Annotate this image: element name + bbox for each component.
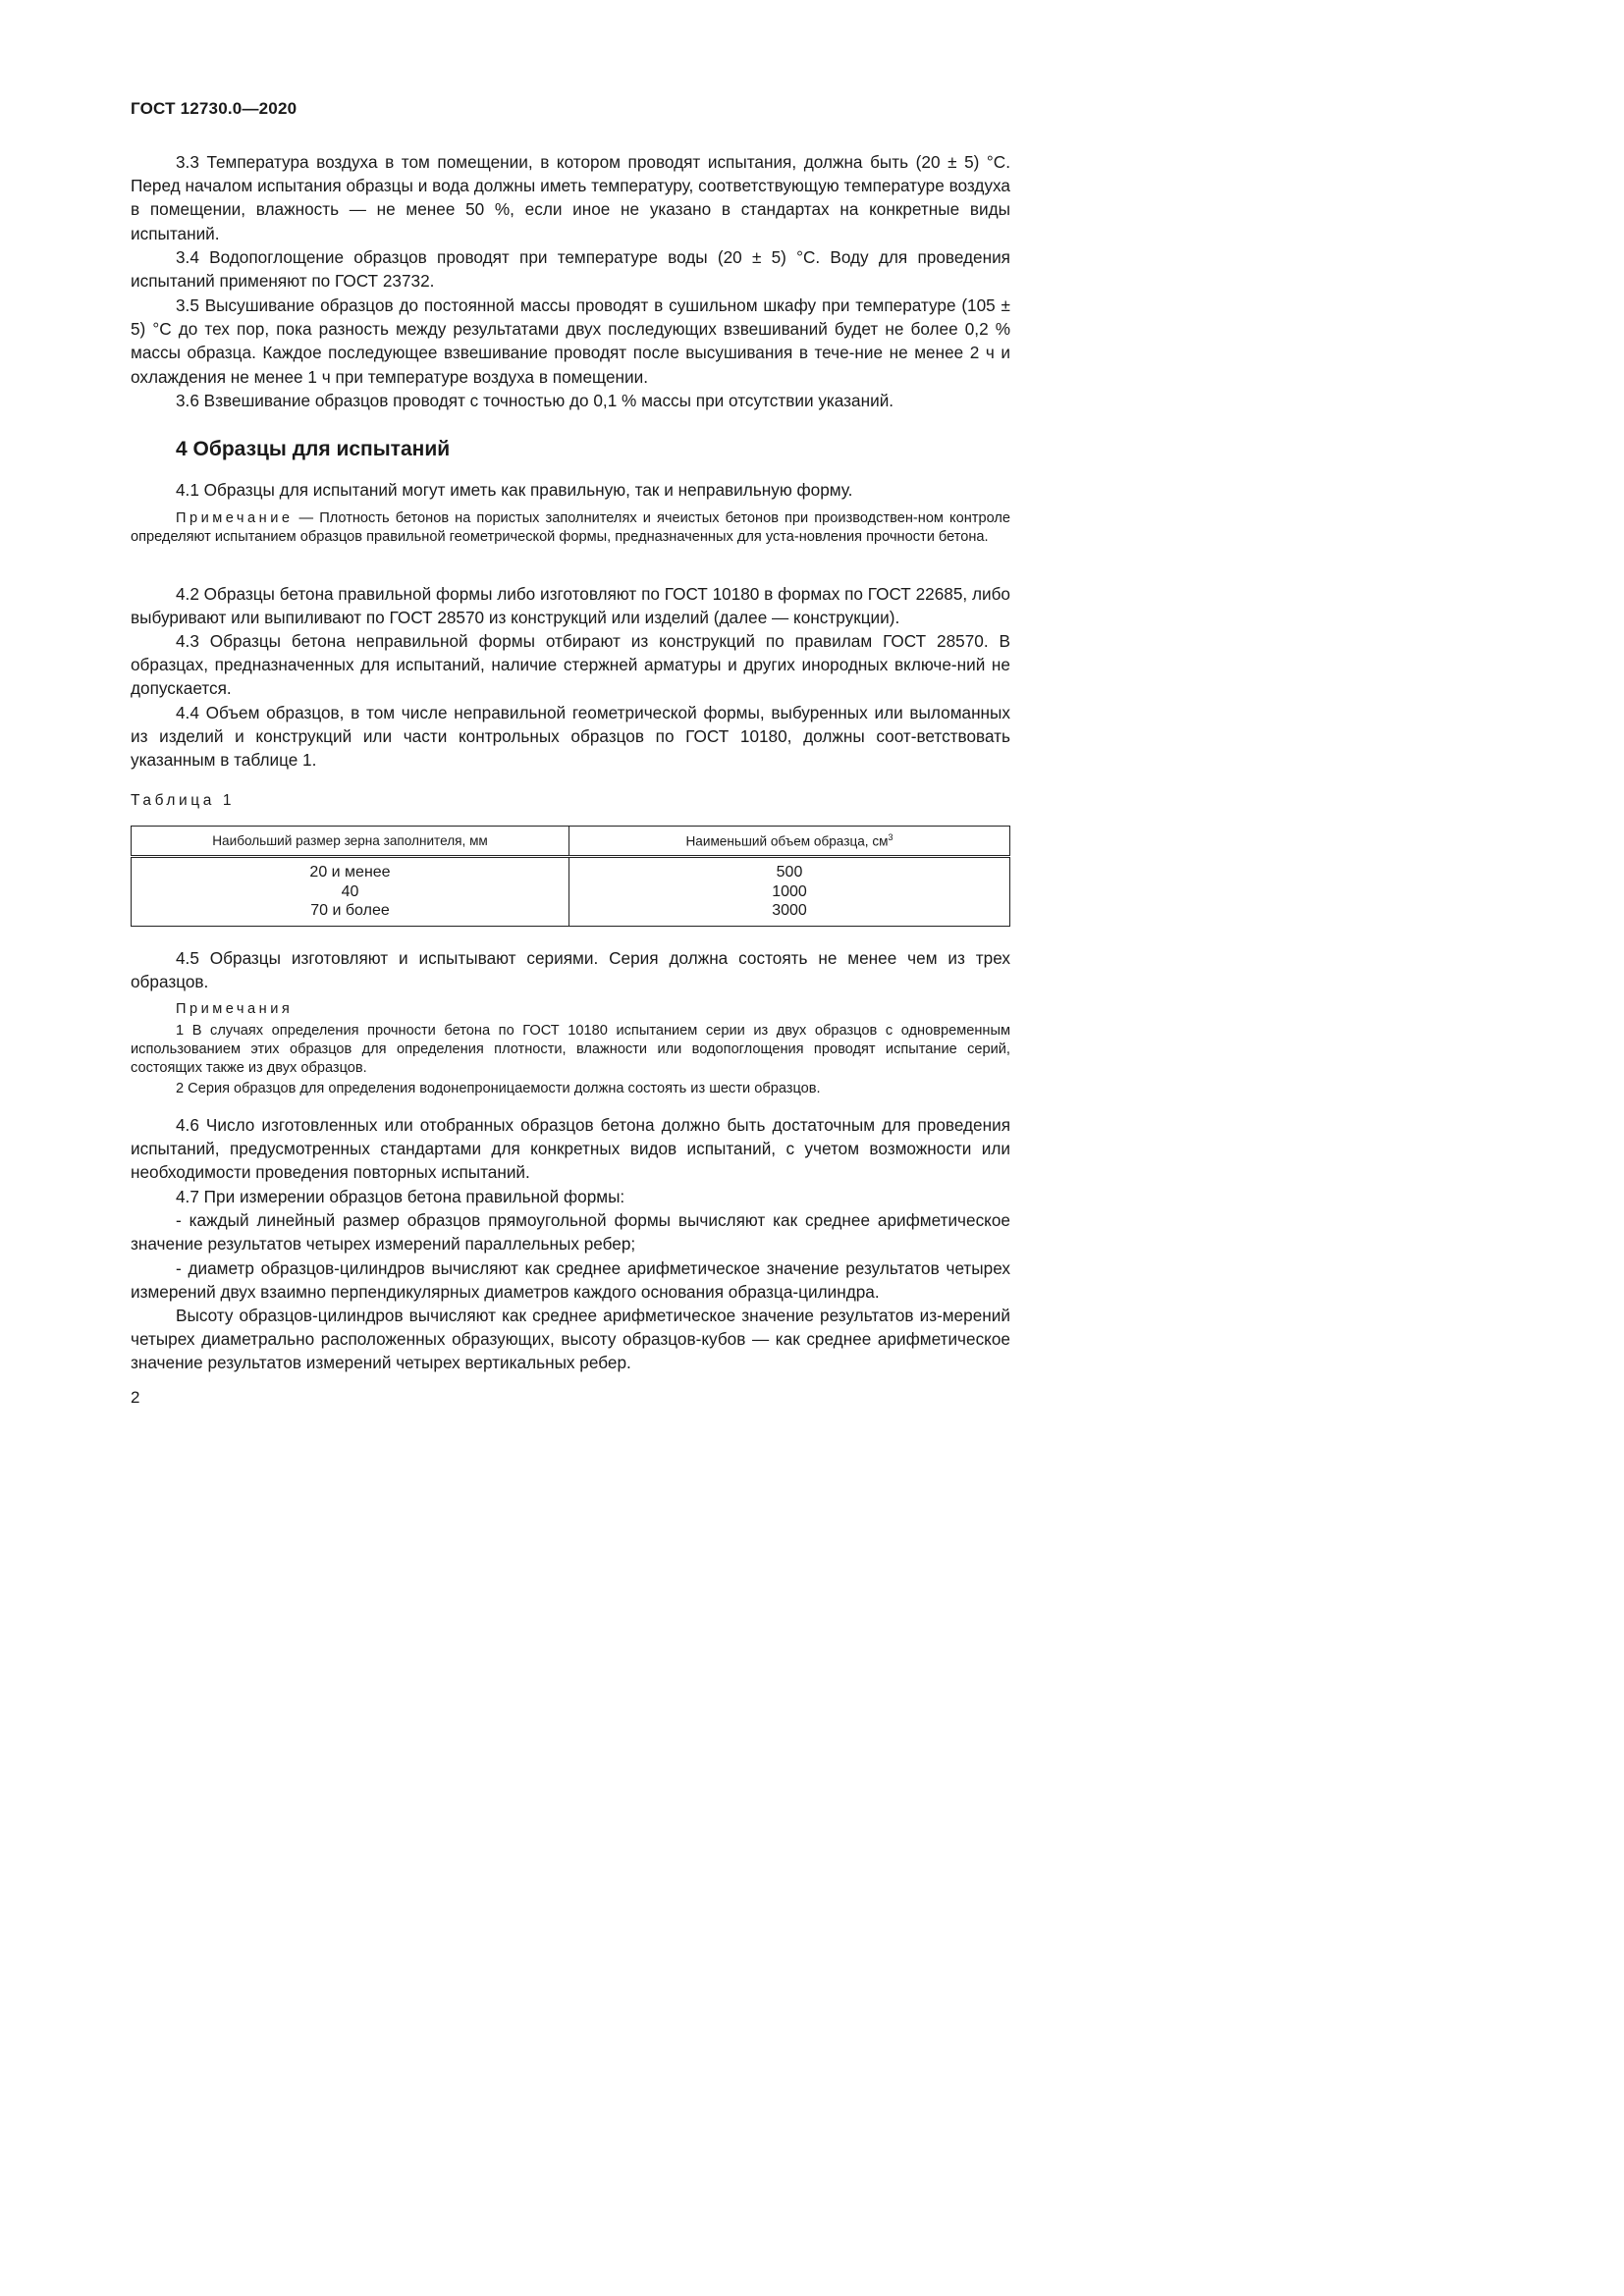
table-value: 500: [776, 864, 803, 881]
notes-label: Примечания: [176, 1001, 294, 1017]
section-heading-4: 4 Образцы для испытаний: [176, 438, 451, 460]
table-row: [132, 857, 1010, 927]
list-item-linear-size: - каждый линейный размер образцов прямоугольной формы вычисляют как среднее арифметическое значение результатов четырех измерений параллельных ребер;: [131, 1210, 1010, 1255]
table-value: 40: [341, 882, 359, 900]
paragraph-4-4: 4.4 Объем образцов, в том числе неправильной геометрической формы, выбуренных или выломанных из изделий и конструкций или части контрольных образцов по ГОСТ 10180, должны соот-ветствовать указанным в таблице 1.: [131, 703, 1010, 771]
list-item-diameter: - диаметр образцов-цилиндров вычисляют как среднее арифметическое значение результатов четырех измерений двух взаимно перпендикулярных диаметров каждого основания образца-цилиндра.: [131, 1258, 1010, 1303]
paragraph-3-5: 3.5 Высушивание образцов до постоянной массы проводят в сушильном шкафу при температуре (105 ± 5) °С до тех пор, пока разность между результатами двух последующих взвешиваний будет не более 0,2 % массы образца. Каждое последующее взвешивание проводят после высушивания в тече-ние не менее 2 ч и охлаждения не менее 1 ч при температуре воздуха в помещении.: [131, 295, 1010, 387]
paragraph-4-7: 4.7 При измерении образцов бетона правильной формы:: [176, 1187, 625, 1206]
note-block-1: [131, 509, 1010, 547]
paragraph-4-5: 4.5 Образцы изготовляют и испытывают сериями. Серия должна состоять не менее чем из трех образцов.: [131, 948, 1010, 992]
note-text: — Плотность бетонов на пористых заполнителях и ячеистых бетонов при производствен-ном контроле определяют испытанием образцов правильной геометрической формы, предназначенных для уста-новления прочности бетона.: [131, 510, 1010, 546]
paragraph-4-2: 4.2 Образцы бетона правильной формы либо изготовляют по ГОСТ 10180 в формах по ГОСТ 22685, либо выбуривают или выпиливают по ГОСТ 28570 из конструкций или изделий (далее — конструкции).: [131, 584, 1010, 628]
page-number: 2: [131, 1388, 140, 1407]
table-value: 70 и более: [310, 902, 390, 919]
paragraph-4-3: 4.3 Образцы бетона неправильной формы отбирают из конструкций по правилам ГОСТ 28570. В образцах, предназначенных для испытаний, наличие стержней арматуры и других инородных включе-ний не допускается.: [131, 631, 1010, 699]
paragraph-3-6: 3.6 Взвешивание образцов проводят с точностью до 0,1 % массы при отсутствии указаний.: [176, 391, 894, 410]
table-cell-aggregate-size: [132, 857, 569, 927]
document-page: [0, 0, 1082, 1530]
table-1: [131, 826, 1010, 927]
note-1: 1 В случаях определения прочности бетона по ГОСТ 10180 испытанием серии из двух образцов с одновременным использованием этих образцов для определения плотности, влажности или водопоглощения проводят испытание серий, состоящих также из двух образцов.: [131, 1023, 1010, 1077]
table-header-aggregate-size: Наибольший размер зерна заполнителя, мм: [132, 827, 569, 857]
table-cell-sample-volume: [569, 857, 1010, 927]
paragraph-3-3: 3.3 Температура воздуха в том помещении, в котором проводят испытания, должна быть (20 ± 5) °С. Перед началом испытания образцы и вода должны иметь температуру, соответствующую температуре воздуха в помещении, влажность — не менее 50 %, если иное не указано в стандартах на конкретные виды испытаний.: [131, 152, 1010, 243]
table-value: 1000: [772, 882, 807, 900]
paragraph-3-4: 3.4 Водопоглощение образцов проводят при температуре воды (20 ± 5) °С. Воду для проведения испытаний применяют по ГОСТ 23732.: [131, 247, 1010, 292]
paragraph-4-1: 4.1 Образцы для испытаний могут иметь как правильную, так и неправильную форму.: [176, 480, 853, 500]
table-header-sample-volume: Наименьший объем образца, $см^3$: [569, 827, 1010, 857]
paragraph-height: Высоту образцов-цилиндров вычисляют как среднее арифметическое значение результатов из-мерений четырех диаметрально расположенных образующих, высоту образцов-кубов — как среднее арифметическое значение результатов измерений четырех вертикальных ребер.: [131, 1306, 1010, 1373]
table-caption: Таблица 1: [131, 792, 236, 809]
paragraph-4-6: 4.6 Число изготовленных или отобранных образцов бетона должно быть достаточным для проведения испытаний, предусмотренных стандартами для конкретных видов испытаний, с учетом возможности или необходимости проведения повторных испытаний.: [131, 1115, 1010, 1183]
note-2: 2 Серия образцов для определения водонепроницаемости должна состоять из шести образцов.: [176, 1081, 821, 1096]
table-header-row: [132, 827, 1010, 857]
table-value: 3000: [772, 902, 807, 919]
table-value: 20 и менее: [309, 864, 391, 881]
document-header: ГОСТ 12730.0—2020: [131, 99, 298, 118]
note-label: Примечание: [176, 510, 294, 526]
